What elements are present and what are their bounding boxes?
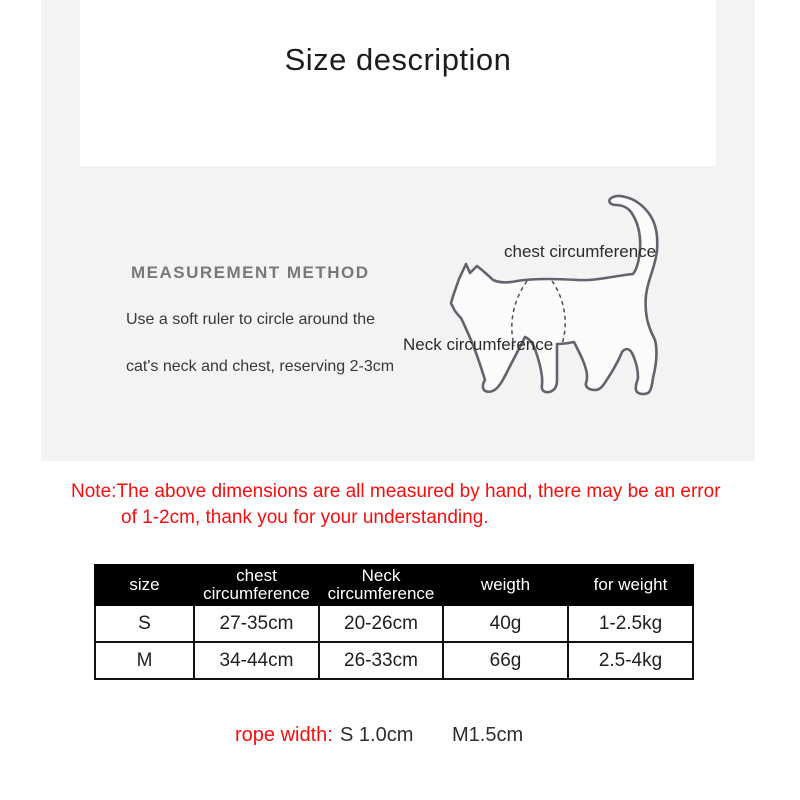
cell-for-weight: 2.5-4kg (568, 642, 693, 679)
cell-neck: 26-33cm (319, 642, 443, 679)
table-row-size-m (95, 642, 693, 679)
cat-diagram (430, 175, 720, 410)
chest-circumference-label: chest circumference (504, 242, 657, 261)
cell-chest: 34-44cm (194, 642, 319, 679)
cell-neck: 20-26cm (319, 605, 443, 642)
instruction-line-2: cat's neck and chest, reserving 2-3cm (126, 358, 395, 375)
rope-width-size-s: S 1.0cm (340, 724, 414, 746)
table-row-size-s (95, 605, 693, 642)
col-header-for-weight: for weight (568, 565, 693, 605)
page-title: Size description (284, 42, 512, 77)
cell-weight: 40g (443, 605, 568, 642)
cell-weight: 66g (443, 642, 568, 679)
size-table-header-row (95, 565, 693, 605)
col-header-weight: weigth (443, 565, 568, 605)
rope-width-label: rope width: (235, 724, 333, 746)
cat-outline (451, 196, 657, 394)
neck-circumference-label: Neck circumference (403, 335, 554, 354)
note-line-1: Note:The above dimensions are all measured by hand, there may be an error (71, 481, 721, 502)
title-card (80, 0, 716, 166)
rope-width-size-m: M1.5cm (452, 724, 524, 746)
col-header-size: size (95, 565, 194, 605)
instruction-line-1: Use a soft ruler to circle around the (126, 311, 376, 328)
cell-size: S (95, 605, 194, 642)
col-header-chest-circumference: chest circumference (194, 565, 319, 605)
measurement-method-heading: MEASUREMENT METHOD (131, 263, 370, 282)
cell-chest: 27-35cm (194, 605, 319, 642)
size-table (94, 564, 694, 680)
col-header-neck-circumference: Neck circumference (319, 565, 443, 605)
cell-for-weight: 1-2.5kg (568, 605, 693, 642)
note-line-2: of 1-2cm, thank you for your understanding. (121, 507, 489, 528)
cell-size: M (95, 642, 194, 679)
